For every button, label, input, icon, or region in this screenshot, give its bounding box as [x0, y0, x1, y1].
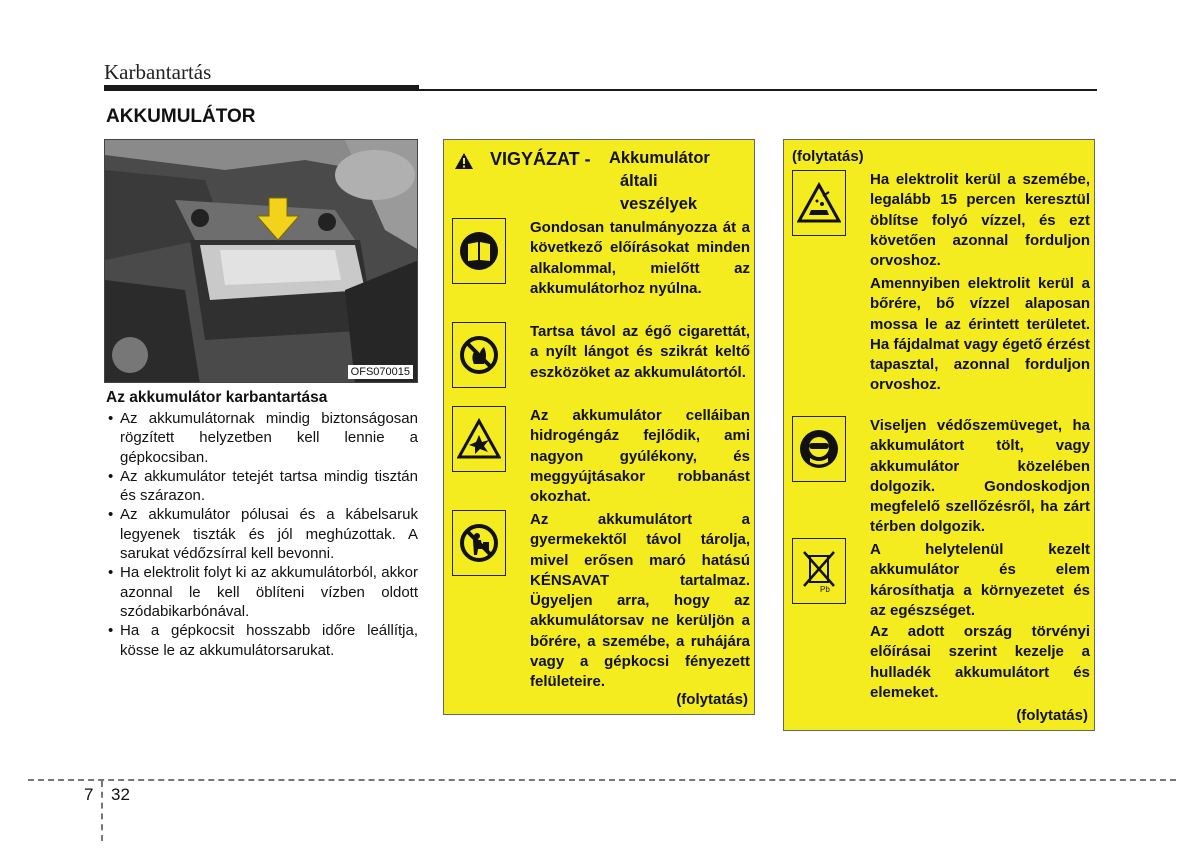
svg-text:Pb: Pb: [820, 585, 830, 594]
list-item: • Az akkumulátornak mindig biztonságosan rögzített helyzetben kell lennie a gépkocsiban.: [106, 409, 418, 467]
list-item: • Az akkumulátor tetejét tartsa mindig tisztán és szárazon.: [106, 467, 418, 506]
list-item: • Ha a gépkocsit hosszabb időre leállítja, kösse le az akkumulátorsarukat.: [106, 621, 418, 660]
list-item: • Az akkumulátor pólusai és a kábelsaruk legyenek tiszták és jól meghúzottak. A sarukat védőzsírral kell bevonni.: [106, 505, 418, 563]
battery-photo: [104, 139, 418, 383]
continued-label: (folytatás): [676, 691, 748, 708]
no-flame-icon: [452, 322, 506, 388]
footer-rule: [28, 779, 1176, 781]
keep-away-children-icon: [452, 510, 506, 576]
warning-paragraph: Az akkumulátort a gyermekektől távol tárolja, mivel erősen maró hatású KÉNSAVAT tartalmaz. Ügyeljen arra, hogy az akkumulátorsav ne kerüljön a bőrére, a szemébe, a ruhájára vagy a gépkocsi fényezett felületeire.: [530, 511, 750, 691]
warning-subtitle: általi: [620, 172, 658, 190]
continued-label: (folytatás): [1016, 707, 1088, 724]
warning-box: [443, 139, 755, 715]
section-title: AKKUMULÁTOR: [106, 106, 256, 127]
continuation-box: [783, 139, 1095, 731]
warning-triangle-icon: [454, 152, 474, 170]
warning-subtitle: Akkumulátor: [609, 149, 710, 167]
warning-paragraph: Ha elektrolit kerül a szemébe, legalább 15 percen keresztül öblítse folyó vízzel, és ezt követően azonnal forduljon orvoshoz.: [870, 171, 1090, 270]
chapter-number: 7: [84, 785, 94, 804]
goggles-icon: [792, 416, 846, 482]
warning-paragraph: Amennyiben elektrolit kerül a bőrére, bő vízzel alaposan mossa le az érintett területet. Ha fájdalmat vagy égető érzést tapasztal, azonnal forduljon orvoshoz.: [870, 275, 1090, 394]
warning-subtitle: veszélyek: [620, 195, 698, 213]
header-rule-thin: [419, 89, 1097, 91]
list-item: • Ha elektrolit folyt ki az akkumulátorból, akkor azonnal le kell öblíteni vízben oldott szódabikarbónával.: [106, 563, 418, 621]
warning-paragraph: Viseljen védőszemüveget, ha akkumulátort tölt, vagy akkumulátor közelében dolgozik. Gondoskodjon megfelelő szellőzésről, ha zárt térben dolgozik.: [870, 417, 1090, 536]
maintenance-section: [106, 389, 418, 660]
photo-code: OFS070015: [348, 365, 413, 379]
explosion-icon: [452, 406, 506, 472]
warning-paragraph: A helytelenül kezelt akkumulátor és elem károsíthatja a környezetet és az egészséget.: [870, 541, 1090, 619]
warning-paragraph: Az adott ország törvényi előírásai szerint kezelje a hulladék akkumulátort és elemeket.: [870, 623, 1090, 701]
warning-paragraph: Az akkumulátor celláiban hidrogéngáz fejlődik, ami nagyon gyúlékony, és meggyújtásakor robbanást okozhat.: [530, 407, 750, 506]
manual-book-icon: [452, 218, 506, 284]
maintenance-list: [106, 409, 418, 660]
footer-vertical-rule: [101, 781, 103, 841]
maintenance-heading: Az akkumulátor karbantartása: [106, 389, 328, 406]
continued-top-label: (folytatás): [792, 148, 864, 165]
warning-paragraph: Tartsa távol az égő cigarettát, a nyílt lángot és szikrát keltő eszközöket az akkumulátortól.: [530, 323, 750, 381]
warning-word: VIGYÁZAT -: [490, 149, 591, 169]
eye-splash-icon: [792, 170, 846, 236]
header-rule-thick: [104, 85, 419, 91]
warning-paragraph: Gondosan tanulmányozza át a következő előírásokat minden alkalommal, mielőtt az akkumulátorhoz nyúlna.: [530, 219, 750, 297]
recycling-bin-pb-icon: [792, 538, 846, 604]
page-number: 32: [111, 785, 130, 804]
chapter-title: Karbantartás: [104, 60, 212, 84]
